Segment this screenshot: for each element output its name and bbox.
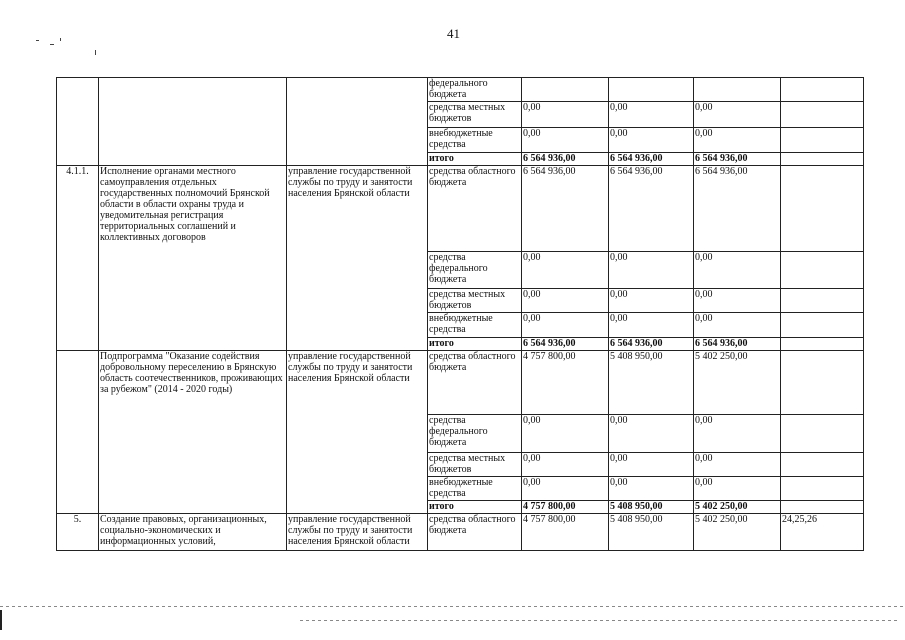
indicator-ref [781,415,864,453]
amount-year-3: 0,00 [694,252,781,289]
amount-year-2: 0,00 [609,477,694,501]
table-row [57,166,864,252]
amount-year-2: 0,00 [609,128,694,153]
funding-source: итого [428,338,522,351]
scan-artifact-line [300,620,900,621]
amount-year-2: 0,00 [609,289,694,313]
indicator-ref: 24,25,26 [781,514,864,551]
executor [287,78,428,166]
amount-year-3: 6 564 936,00 [694,153,781,166]
funding-source: средства федерального бюджета [428,415,522,453]
amount-year-2: 0,00 [609,252,694,289]
indicator-ref [781,153,864,166]
amount-year-3: 0,00 [694,102,781,128]
funding-source: итого [428,153,522,166]
funding-source: средства местных бюджетов [428,102,522,128]
amount-year-1: 0,00 [522,415,609,453]
measure-name: Исполнение органами местного самоуправления отдельных государственных полномочий Брянской области в области охраны труда и уведомительная регистрация территориальных соглашений и коллективных договоров [99,166,287,351]
amount-year-2: 0,00 [609,453,694,477]
scan-speck [36,40,39,41]
executor: управление государственной службы по труду и занятости населения Брянской области [287,166,428,351]
amount-year-2: 6 564 936,00 [609,166,694,252]
indicator-ref [781,313,864,338]
indicator-ref [781,289,864,313]
indicator-ref [781,477,864,501]
amount-year-1 [522,78,609,102]
funding-source: внебюджетные средства [428,477,522,501]
amount-year-3: 6 564 936,00 [694,338,781,351]
amount-year-3: 0,00 [694,313,781,338]
amount-year-3: 0,00 [694,128,781,153]
scan-edge-mark [0,610,2,630]
amount-year-3: 5 402 250,00 [694,501,781,514]
indicator-ref [781,453,864,477]
measure-name: Создание правовых, организационных, социально-экономических и информационных условий, [99,514,287,551]
page-number: 41 [447,26,460,41]
indicator-ref [781,501,864,514]
amount-year-1: 0,00 [522,102,609,128]
funding-source: средства областного бюджета [428,166,522,252]
scan-speck [95,50,96,55]
amount-year-2: 6 564 936,00 [609,338,694,351]
executor: управление государственной службы по труду и занятости населения Брянской области [287,351,428,514]
scan-speck [50,44,54,45]
amount-year-1: 0,00 [522,453,609,477]
row-index: 5. [57,514,99,551]
indicator-ref [781,338,864,351]
amount-year-1: 6 564 936,00 [522,166,609,252]
amount-year-2: 5 408 950,00 [609,514,694,551]
amount-year-3: 5 402 250,00 [694,351,781,415]
measure-name: Подпрограмма "Оказание содействия добровольному переселению в Брянскую область соотечественников, проживающих за рубежом" (2014 - 2020 годы) [99,351,287,514]
amount-year-3: 0,00 [694,415,781,453]
indicator-ref [781,252,864,289]
amount-year-1: 0,00 [522,313,609,338]
table-row [57,78,864,102]
amount-year-1: 0,00 [522,252,609,289]
indicator-ref [781,78,864,102]
funding-source: внебюджетные средства [428,128,522,153]
row-index [57,351,99,514]
amount-year-2: 5 408 950,00 [609,501,694,514]
amount-year-1: 6 564 936,00 [522,153,609,166]
indicator-ref [781,128,864,153]
measure-name [99,78,287,166]
funding-source: средства областного бюджета [428,351,522,415]
amount-year-3 [694,78,781,102]
amount-year-2: 6 564 936,00 [609,153,694,166]
amount-year-1: 0,00 [522,289,609,313]
funding-source: федерального бюджета [428,78,522,102]
amount-year-1: 4 757 800,00 [522,501,609,514]
funding-source: средства местных бюджетов [428,453,522,477]
amount-year-2 [609,78,694,102]
amount-year-3: 6 564 936,00 [694,166,781,252]
indicator-ref [781,166,864,252]
amount-year-3: 0,00 [694,477,781,501]
amount-year-2: 0,00 [609,102,694,128]
indicator-ref [781,102,864,128]
amount-year-2: 0,00 [609,415,694,453]
funding-source: средства федерального бюджета [428,252,522,289]
table-row [57,351,864,415]
amount-year-1: 4 757 800,00 [522,351,609,415]
amount-year-3: 0,00 [694,289,781,313]
executor: управление государственной службы по труду и занятости населения Брянской области [287,514,428,551]
indicator-ref [781,351,864,415]
scan-speck [60,38,61,41]
budget-table [56,77,864,551]
amount-year-1: 0,00 [522,128,609,153]
funding-source: итого [428,501,522,514]
amount-year-2: 5 408 950,00 [609,351,694,415]
funding-source: средства областного бюджета [428,514,522,551]
amount-year-3: 0,00 [694,453,781,477]
row-index: 4.1.1. [57,166,99,351]
funding-source: средства местных бюджетов [428,289,522,313]
scan-artifact-line [0,606,905,607]
amount-year-2: 0,00 [609,313,694,338]
row-index [57,78,99,166]
amount-year-1: 4 757 800,00 [522,514,609,551]
amount-year-1: 6 564 936,00 [522,338,609,351]
amount-year-1: 0,00 [522,477,609,501]
amount-year-3: 5 402 250,00 [694,514,781,551]
table-row [57,514,864,551]
funding-source: внебюджетные средства [428,313,522,338]
